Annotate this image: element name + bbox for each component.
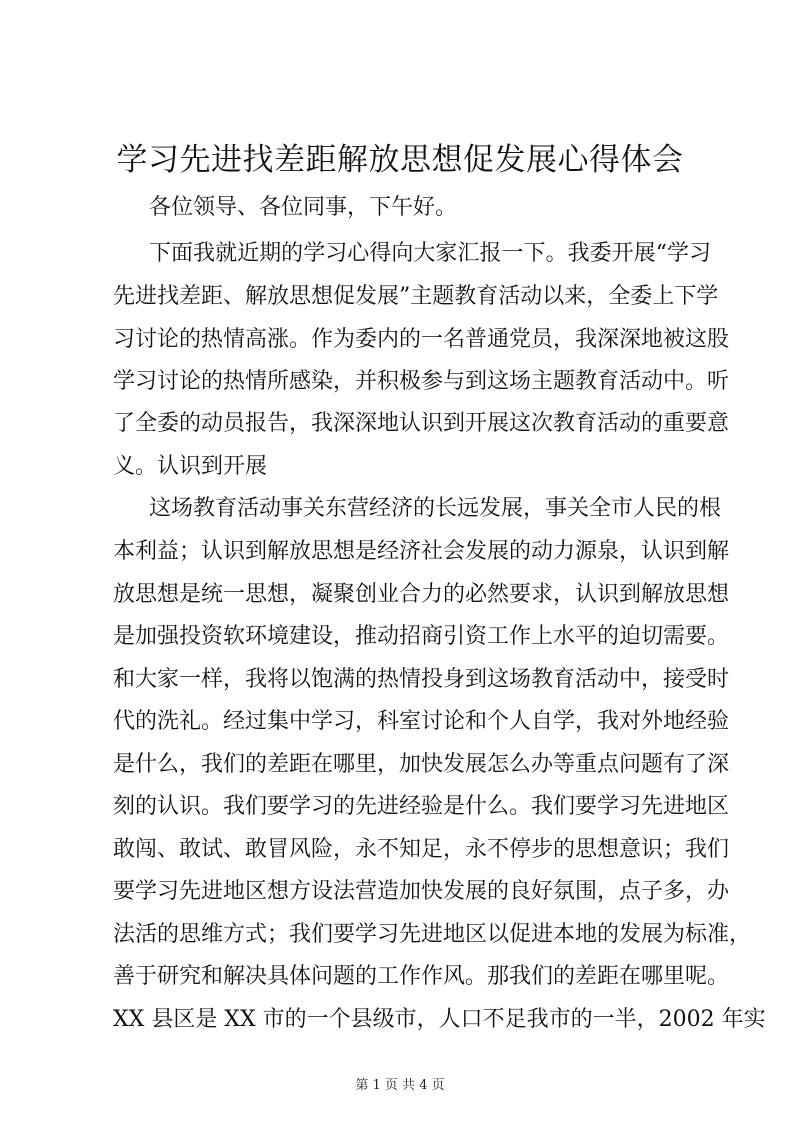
text-line: 了全委的动员报告，我深深地认识到开展这次教育活动的重要意: [113, 411, 730, 436]
text-line: 本利益；认识到解放思想是经济社会发展的动力源泉，认识到解: [113, 539, 730, 564]
text-line: 习讨论的热情高涨。作为委内的一名普通党员，我深深地被这股: [113, 327, 730, 352]
text-line: 学习讨论的热情所感染，并积极参与到这场主题教育活动中。听: [113, 369, 730, 394]
text-line: 敢闯、敢试、敢冒风险，永不知足，永不停步的思想意识；我们: [113, 837, 730, 862]
text-line: 下面我就近期的学习心得向大家汇报一下。我委开展“学习: [149, 241, 711, 266]
text-line: 和大家一样，我将以饱满的热情投身到这场教育活动中，接受时: [113, 667, 730, 692]
text-line: 刻的认识。我们要学习的先进经验是什么。我们要学习先进地区: [113, 794, 730, 819]
text-line: 这场教育活动事关东营经济的长远发展，事关全市人民的根: [149, 496, 722, 521]
text-line: XX 县区是 XX 市的一个县级市，人口不足我市的一半，2002 年实: [113, 1007, 766, 1032]
text-line: 法活的思维方式；我们要学习先进地区以促进本地的发展为标准，: [113, 922, 752, 947]
text-line: 代的洗礼。经过集中学习，科室讨论和个人自学，我对外地经验: [113, 709, 730, 734]
text-line: 是什么，我们的差距在哪里，加快发展怎么办等重点问题有了深: [113, 752, 730, 777]
text-line: 要学习先进地区想方设法营造加快发展的良好氛围，点子多，办: [113, 879, 730, 904]
text-line: 放思想是统一思想，凝聚创业合力的必然要求，认识到解放思想: [113, 582, 730, 607]
text-line: 先进找差距、解放思想促发展”主题教育活动以来，全委上下学: [113, 284, 719, 309]
page-number-footer: 第 1 页 共 4 页: [355, 1078, 445, 1093]
text-line: 是加强投资软环境建设，推动招商引资工作上水平的迫切需要。: [113, 624, 730, 649]
text-line: 善于研究和解决具体问题的工作作风。那我们的差距在哪里呢。: [113, 964, 730, 989]
text-line: 义。认识到开展: [113, 454, 268, 479]
document-title: 学习先进找差距解放思想促发展心得体会: [116, 142, 684, 178]
text-line: 各位领导、各位同事，下午好。: [149, 195, 458, 220]
